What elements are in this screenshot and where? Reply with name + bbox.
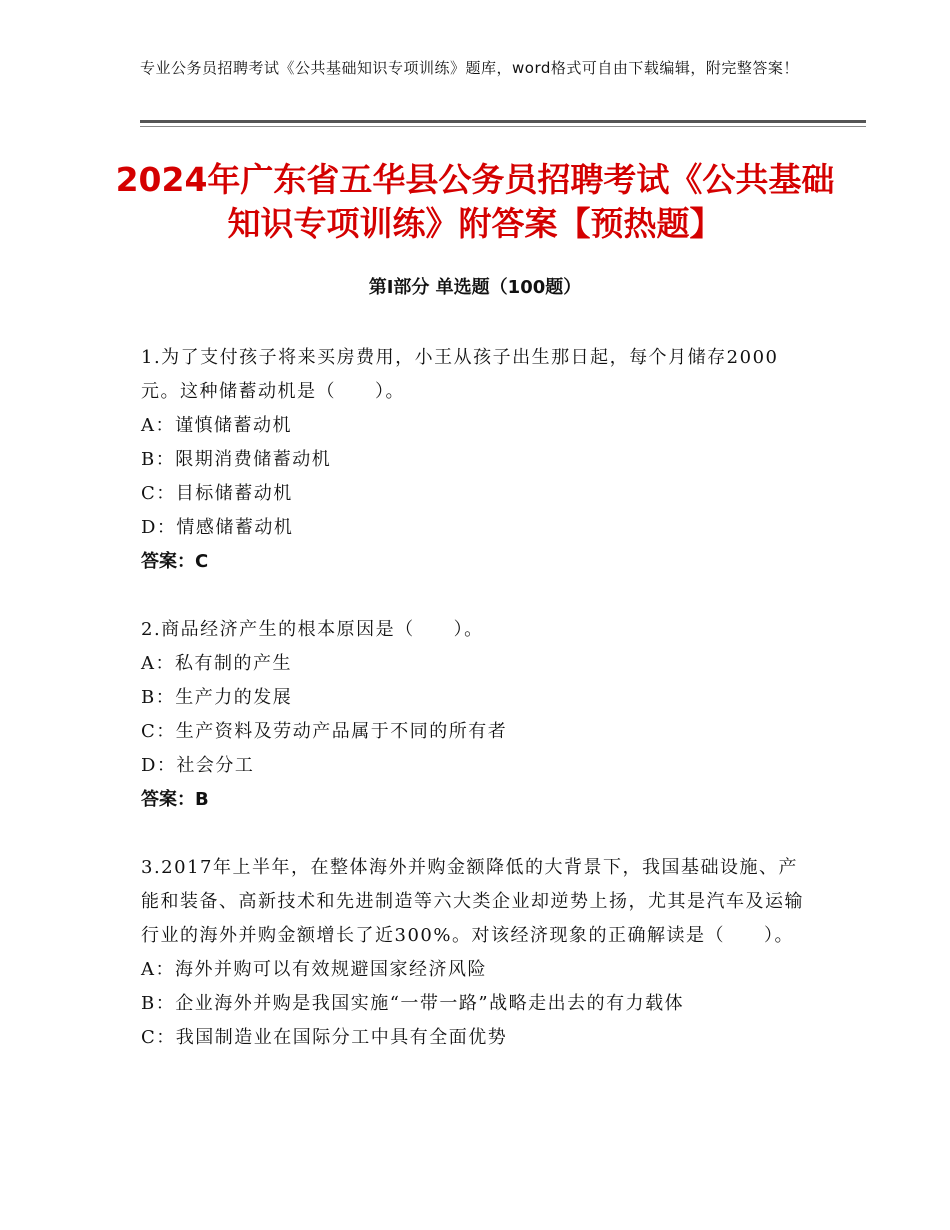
option-c: C：生产资料及劳动产品属于不同的所有者 bbox=[141, 721, 508, 742]
question-text: 1.为了支付孩子将来买房费用，小王从孩子出生那日起，每个月储存2000元。这种储蓄动机是（ ）。 bbox=[141, 347, 779, 402]
header-note: 专业公务员招聘考试《公共基础知识专项训练》题库，word格式可自由下载编辑，附完整答案！ bbox=[140, 59, 799, 77]
option-d: D：情感储蓄动机 bbox=[141, 517, 294, 538]
question-1 bbox=[141, 341, 811, 579]
question-list bbox=[141, 341, 811, 1089]
option-c: C：目标储蓄动机 bbox=[141, 483, 293, 504]
option-a: A：谨慎储蓄动机 bbox=[141, 415, 292, 436]
option-b: B：企业海外并购是我国实施“一带一路”战略走出去的有力载体 bbox=[141, 993, 685, 1014]
header-divider-thin bbox=[140, 126, 866, 127]
option-d: D：社会分工 bbox=[141, 755, 255, 776]
answer: 答案：B bbox=[141, 789, 209, 810]
question-3 bbox=[141, 851, 811, 1055]
question-2 bbox=[141, 613, 811, 817]
option-b: B：限期消费储蓄动机 bbox=[141, 449, 332, 470]
option-c: C：我国制造业在国际分工中具有全面优势 bbox=[141, 1027, 508, 1048]
document-title: 2024年广东省五华县公务员招聘考试《公共基础知识专项训练》附答案【预热题】 bbox=[115, 160, 835, 243]
question-text: 3.2017年上半年，在整体海外并购金额降低的大背景下，我国基础设施、产能和装备、高新技术和先进制造等六大类企业却逆势上扬，尤其是汽车及运输行业的海外并购金额增长了近300%。对该经济现象的正确解读是（ ）。 bbox=[141, 857, 804, 946]
option-a: A：私有制的产生 bbox=[141, 653, 292, 674]
option-a: A：海外并购可以有效规避国家经济风险 bbox=[141, 959, 487, 980]
header-divider-thick bbox=[140, 120, 866, 123]
section-title: 第I部分 单选题（100题） bbox=[368, 277, 582, 298]
answer: 答案：C bbox=[141, 551, 209, 572]
question-text: 2.商品经济产生的根本原因是（ ）。 bbox=[141, 619, 484, 640]
option-b: B：生产力的发展 bbox=[141, 687, 293, 708]
